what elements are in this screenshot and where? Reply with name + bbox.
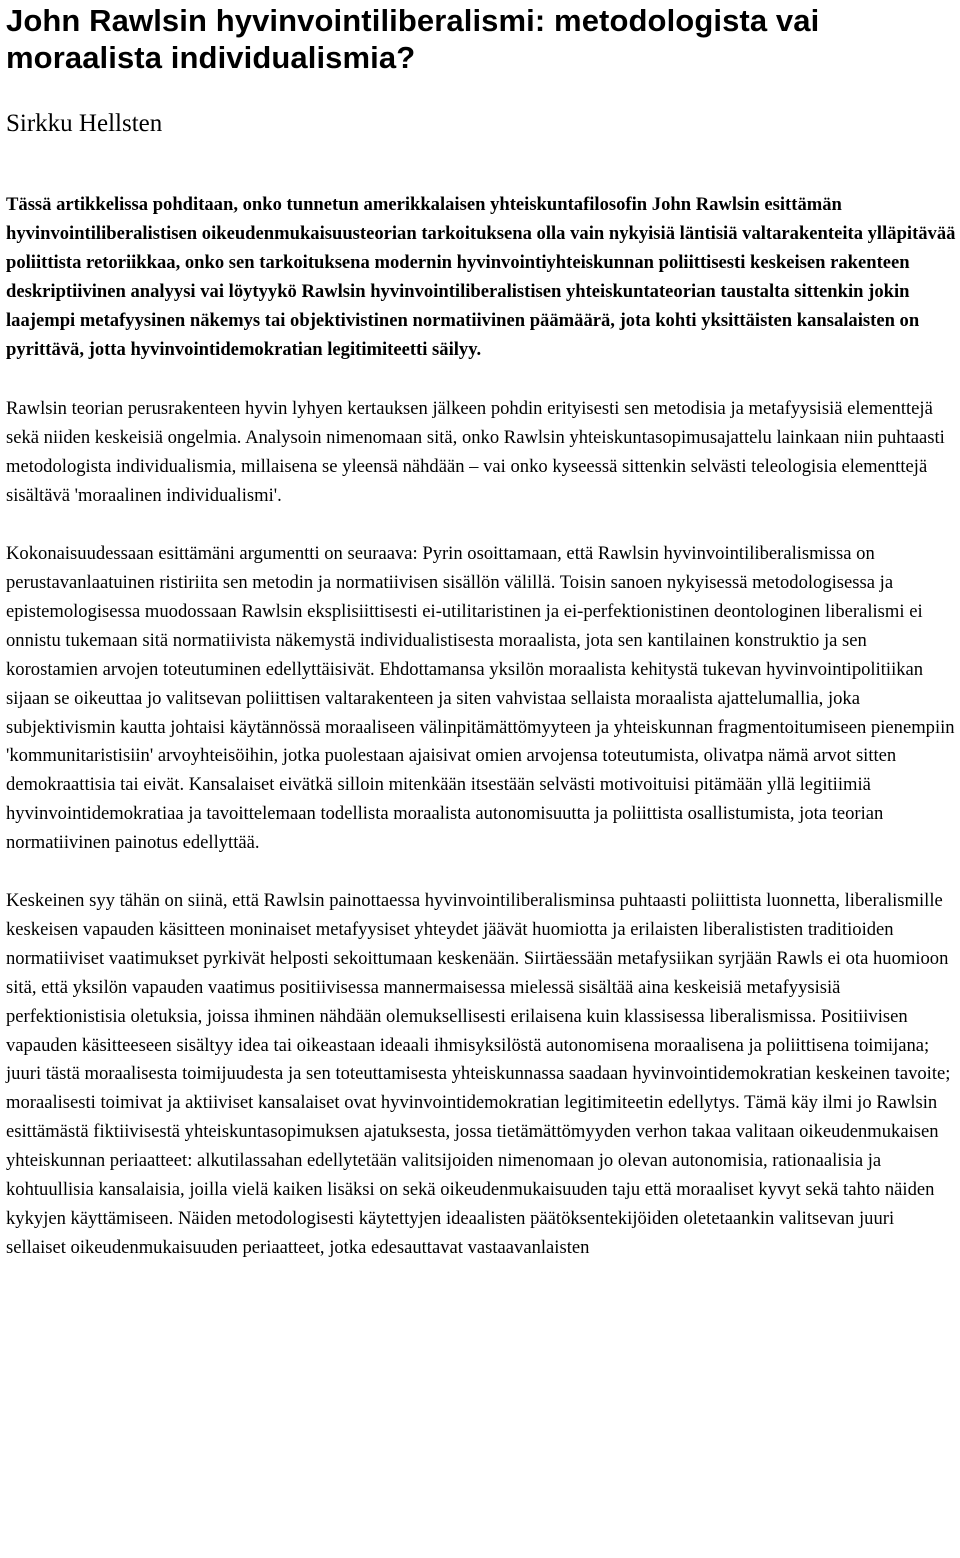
abstract-paragraph: Tässä artikkelissa pohditaan, onko tunnetun amerikkalaisen yhteiskuntafilosofin John Rawlsin esittämän hyvinvointiliberalistisen oikeudenmukaisuusteorian tarkoituksena olla vain nykyisiä läntisiä valtarakenteita ylläpitävää poliittista retoriikkaa, onko sen tarkoituksena modernin hyvinvointiyhteiskunnan poliittisesti keskeisen rakenteen deskriptiivinen analyysi vai löytyykö Rawlsin hyvinvointiliberalistisen yhteiskuntateorian taustalta sittenkin jokin laajempi metafyysinen näkemys tai objektivistinen normatiivinen päämäärä, jota kohti yksittäisten kansalaisten on pyrittävä, jotta hyvinvointidemokratian legitimiteetti säilyy. (6, 194, 956, 360)
article-author: Sirkku Hellsten (6, 110, 163, 137)
body-paragraph-1: Rawlsin teorian perusrakenteen hyvin lyhyen kertauksen jälkeen pohdin erityisesti sen metodisia ja metafyysisiä elementtejä sekä niiden keskeisiä ongelmia. Analysoin nimenomaan sitä, onko Rawlsin yhteiskuntasopimusajattelu lainkaan niin puhtaasti metodologista individualismia, millaisena se yleensä nähdään – vai onko kyseessä sittenkin selvästi teleologisia elementtejä sisältävä 'moraalinen individualismi'. (6, 398, 945, 507)
body-paragraph-3: Keskeinen syy tähän on siinä, että Rawlsin painottaessa hyvinvointiliberalisminsa puhtaasti poliittista luonnetta, liberalismille keskeisen vapauden käsitteen moninaiset metafyysiset yhteydet jäävät huomiotta ja erilaisten liberalististen traditioiden normatiiviset vaatimukset pyrkivät helposti sekoittumaan keskenään. Siirtäessään metafysiikan syrjään Rawls ei ota huomioon sitä, että yksilön vapauden vaatimus positiivisessa mannermaisessa mielessä sisältää aina keskeisiä metafyysisiä perfektionistisia oletuksia, joissa ihminen nähdään olemuksellisesti erilaisena kuin klassisessa liberalismissa. Positiivisen vapauden käsitteeseen sisältyy idea tai oikeastaan ideaali ihmisyksilöstä autonomisena moraalisena ja poliittisena toimijana; juuri tästä moraalisesta toimijuudesta ja sen toteuttamisesta yhteiskunnassa saadaan hyvinvointidemokratian keskeinen tavoite; moraalisesti toimivat ja aktiiviset kansalaiset ovat hyvinvointidemokratian legitimiteetin edellytys. Tämä käy ilmi jo Rawlsin esittämästä fiktiivisestä yhteiskuntasopimuksen ajatuksesta, jossa tietämättömyyden verhon takaa valitaan oikeudenmukaisen yhteiskunnan periaatteet: alkutilassahan edellytetään valitsijoiden nimenomaan jo olevan autonomisia, rationaalisia ja kohtuullisia kansalaisia, joilla vielä kaiken lisäksi on sekä oikeudenmukaisuuden taju että moraaliset kyvyt sekä tahto näiden kykyjen käyttämiseen. Näiden metodologisesti käytettyjen ideaalisten päätöksentekijöiden oletetaankin valitsevan juuri sellaiset oikeudenmukaisuuden periaatteet, jotka edesauttavat vastaavanlaisten (6, 890, 951, 1258)
body-paragraph-2: Kokonaisuudessaan esittämäni argumentti on seuraava: Pyrin osoittamaan, että Rawlsin hyvinvointiliberalismissa on perustavanlaatuinen ristiriita sen metodin ja normatiivisen sisällön välillä. Toisin sanoen nykyisessä metodologisessa ja epistemologisessa muodossaan Rawlsin eksplisiittisesti ei-utilitaristinen ja ei-perfektionistinen deontologinen liberalismi ei onnistu tukemaan sitä normatiivista näkemystä individualistisesta moraalista, jota sen kantilainen konstruktio ja sen korostamien arvojen toteutuminen edellyttäisivät. Ehdottamansa yksilön moraalista kehitystä tukevan hyvinvointipolitiikan sijaan se oikeuttaa jo valitsevan poliittisen valtarakenteen ja siten vahvistaa sellaista moraalista ajattelumallia, joka subjektivismin kautta johtaisi käytännössä moraaliseen välinpitämättömyyteen ja yhteiskunnan fragmentoitumiseen pienempiin 'kommunitaristisiin' arvoyhteisöihin, jotka puolestaan ajaisivat omien arvojensa toteutumista, olivatpa nämä arvot sitten demokraattisia tai eivät. Kansalaiset eivätkä silloin mitenkään itsestään selvästi motivoituisi pitämään yllä legitiimiä hyvinvointidemokratiaa ja tavoittelemaan todellista moraalista autonomisuutta ja poliittista osallistumista, jota teorian normatiivinen painotus edellyttää. (6, 543, 955, 854)
article (6, 0, 956, 1263)
article-title: John Rawlsin hyvinvointiliberalismi: metodologista vai moraalista individualismia? (6, 3, 820, 75)
